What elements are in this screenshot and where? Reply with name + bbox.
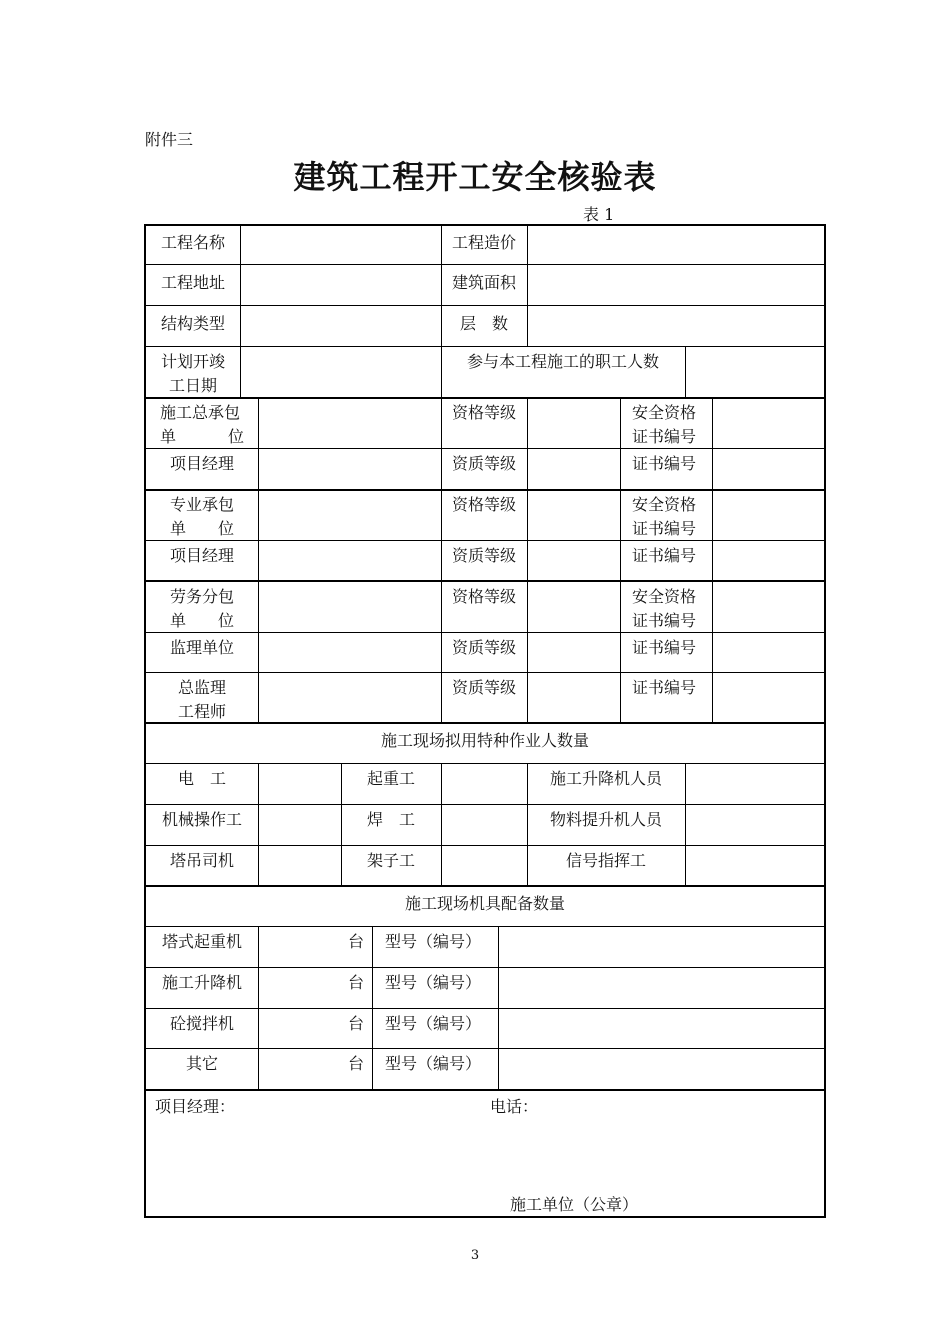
- label-chief-supervisor-1: 总监理: [177, 678, 226, 697]
- unit-char-2: 位: [227, 427, 244, 446]
- verification-form: [144, 224, 826, 1218]
- table-number: 表 1: [583, 205, 615, 224]
- label-project-manager: 项目经理: [169, 546, 234, 565]
- label-cert-number: 证书编号: [632, 678, 697, 697]
- label-cert-number: 证书编号: [632, 454, 697, 473]
- label-floors: 层 数: [459, 314, 508, 333]
- label-crane-driver: 塔吊司机: [169, 851, 234, 870]
- label-general-contractor-1: 施工总承包: [160, 403, 241, 422]
- label-safety-cert-1: 安全资格: [632, 587, 697, 606]
- label-project-cost: 工程造价: [451, 233, 516, 252]
- attachment-label: 附件三: [145, 130, 194, 149]
- equipment-row-label: 塔式起重机: [161, 932, 242, 951]
- label-qualification-grade: 资格等级: [451, 587, 516, 606]
- unit-label: 台: [348, 973, 365, 992]
- label-chief-supervisor-2: 工程师: [177, 702, 226, 721]
- label-schedule-1: 计划开竣: [160, 352, 225, 371]
- label-phone: 电话：: [490, 1097, 539, 1116]
- label-special-contractor-1: 专业承包: [169, 495, 234, 514]
- label-material-lift-operator: 物料提升机人员: [549, 810, 662, 829]
- model-label: 型号（编号）: [385, 1054, 482, 1073]
- label-safety-cert-1: 安全资格: [632, 403, 697, 422]
- unit-label: 台: [348, 932, 365, 951]
- label-qualification-grade: 资格等级: [451, 495, 516, 514]
- label-safety-cert-2: 证书编号: [632, 519, 697, 538]
- page-number: 3: [470, 1248, 480, 1263]
- label-quality-grade: 资质等级: [451, 546, 516, 565]
- label-quality-grade: 资质等级: [451, 678, 516, 697]
- label-quality-grade: 资质等级: [451, 638, 516, 657]
- unit-label: 台: [348, 1054, 365, 1073]
- label-supervision-unit: 监理单位: [169, 638, 234, 657]
- page-title: 建筑工程开工安全核验表: [293, 158, 657, 196]
- unit-label: 台: [348, 1014, 365, 1033]
- label-labor-subcontractor-1: 劳务分包: [169, 587, 234, 606]
- label-signaler: 信号指挥工: [565, 851, 646, 870]
- label-project-manager: 项目经理: [169, 454, 234, 473]
- equipment-row-label: 施工升降机: [161, 973, 242, 992]
- label-quality-grade: 资质等级: [451, 454, 516, 473]
- label-cert-number: 证书编号: [632, 546, 697, 565]
- section-equipment: 施工现场机具配备数量: [404, 894, 565, 913]
- unit-char-1: 单: [160, 427, 177, 446]
- label-machine-operator: 机械操作工: [161, 810, 242, 829]
- model-label: 型号（编号）: [385, 1014, 482, 1033]
- label-safety-cert-2: 证书编号: [632, 611, 697, 630]
- label-workers-count: 参与本工程施工的职工人数: [466, 352, 659, 371]
- label-welder: 焊 工: [366, 810, 415, 829]
- equipment-row-label: 砼搅拌机: [169, 1014, 234, 1033]
- label-qualification-grade: 资格等级: [451, 403, 516, 422]
- label-general-contractor-2: [160, 425, 244, 449]
- label-electrician: 电 工: [177, 769, 226, 788]
- label-project-address: 工程地址: [160, 273, 225, 292]
- label-rigger: 起重工: [366, 769, 415, 788]
- label-labor-subcontractor-2: 单 位: [169, 611, 234, 630]
- label-special-contractor-2: 单 位: [169, 519, 234, 538]
- label-structure-type: 结构类型: [160, 314, 225, 333]
- label-company-seal: 施工单位（公章）: [510, 1195, 639, 1214]
- label-hoist-operator: 施工升降机人员: [549, 769, 662, 788]
- label-safety-cert-2: 证书编号: [632, 427, 697, 446]
- label-scaffolder: 架子工: [366, 851, 415, 870]
- equipment-row-label: 其它: [185, 1054, 218, 1073]
- model-label: 型号（编号）: [385, 932, 482, 951]
- label-safety-cert-1: 安全资格: [632, 495, 697, 514]
- label-schedule-2: 工日期: [168, 376, 217, 395]
- label-footer-pm: 项目经理：: [155, 1097, 236, 1116]
- model-label: 型号（编号）: [385, 973, 482, 992]
- section-special-workers: 施工现场拟用特种作业人数量: [380, 731, 589, 750]
- label-cert-number: 证书编号: [632, 638, 697, 657]
- label-project-name: 工程名称: [160, 233, 225, 252]
- label-building-area: 建筑面积: [451, 273, 516, 292]
